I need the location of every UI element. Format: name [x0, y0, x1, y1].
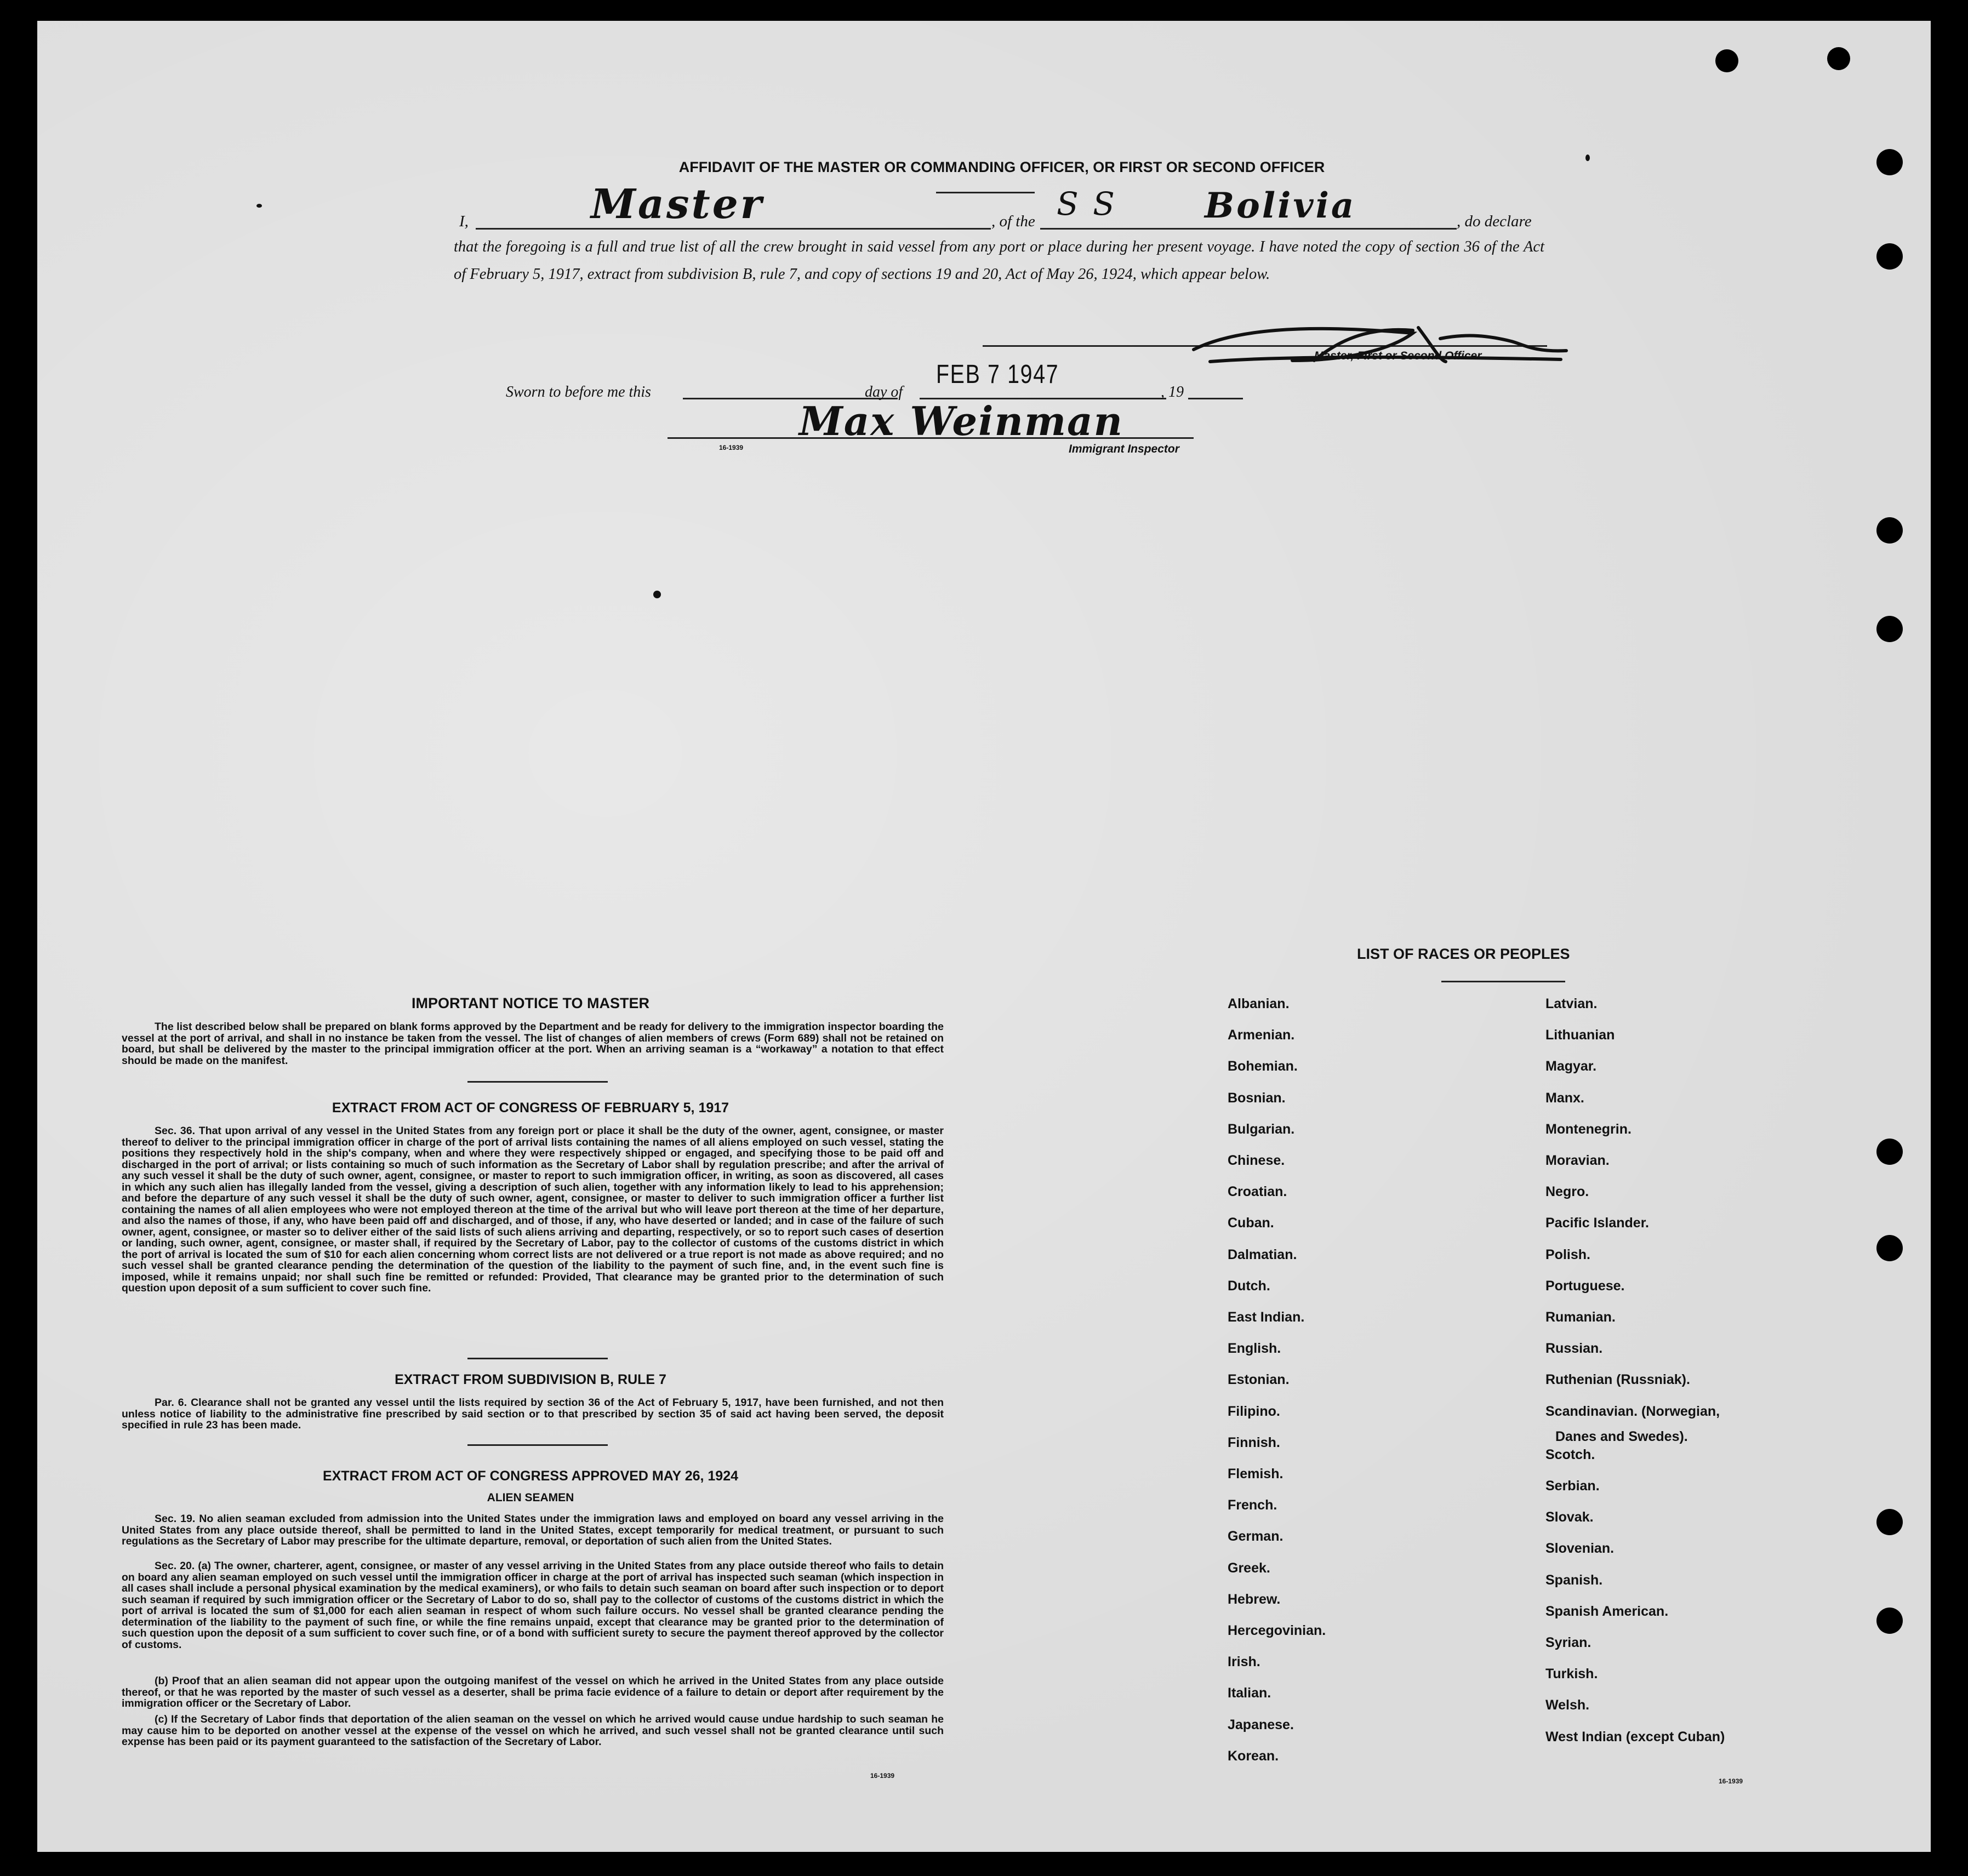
- document-page: [37, 21, 1931, 1852]
- sec20a-text: Sec. 20. (a) The owner, charterer, agent, consignee, or master of any vessel arriving in the United States from any place outside thereof who fails to detain on board any alien seaman employed on such vessel until the immigration officer in charge at the port of arrival has inspected such seaman (which inspection in all cases shall include a personal physical examination by the medical examiners), or who fails to detain such seaman on board after such inspection or to deport such seaman if required by such immigration officer or the Secretary of Labor to do so, shall pay to the collector of customs of the customs district in which the port of arrival is located the sum of $1,000 for each alien seaman in respect of whom such failure occurs. No vessel shall be granted clearance pending the determination of the liability to the payment of such fine, or while the fine remains unpaid, except that clearance may be granted prior to the determination of such question upon the deposit of a sum sufficient to cover such fine, or of a bond with sufficient surety to secure the payment thereof approved by the collector of customs.: [122, 1560, 944, 1651]
- binder-hole: [1876, 616, 1903, 642]
- race-item: Finnish.: [1228, 1435, 1280, 1450]
- race-item: Chinese.: [1228, 1153, 1285, 1168]
- ink-speck: [1585, 155, 1590, 161]
- race-item: Syrian.: [1545, 1635, 1591, 1650]
- sworn-day-label: day of: [865, 384, 903, 401]
- race-item: German.: [1228, 1529, 1284, 1544]
- race-item: Serbian.: [1545, 1478, 1600, 1494]
- race-item: Korean.: [1228, 1748, 1279, 1764]
- line1-suffix: , do declare: [1457, 213, 1532, 230]
- line1-mid: , of the: [991, 213, 1035, 230]
- race-item: Albanian.: [1228, 996, 1290, 1011]
- race-item: East Indian.: [1228, 1309, 1305, 1325]
- race-item-scandinavian-cont: Danes and Swedes).: [1555, 1429, 1688, 1444]
- inspector-signature-line: [668, 437, 1194, 439]
- race-item: Bohemian.: [1228, 1059, 1298, 1074]
- notice-text: The list described below shall be prepared on blank forms approved by the Department and be ready for delivery to the immigration inspector boarding the vessel at the port of arrival, and shall in no instance be taken from the vessel. The list of changes of alien members of crews (Form 689) shall not be retained on board, but shall be delivered by the master to the principal immigration officer at the port. When an arriving seaman is a “workaway” a notation to that effect should be made on the manifest.: [122, 1021, 944, 1067]
- officer-blank-line: [476, 228, 991, 230]
- binder-hole: [1827, 47, 1850, 70]
- extract3-title: EXTRACT FROM ACT OF CONGRESS APPROVED MAY 26, 1924: [322, 1468, 739, 1484]
- binder-hole: [1876, 517, 1903, 544]
- notice-form-number: 16-1939: [870, 1772, 895, 1780]
- extract2-text: Par. 6. Clearance shall not be granted any vessel until the lists required by section 36 of the Act of February 5, 1917, have been furnished, and not then unless notice of liability to the administrative fine prescribed by said section or to that prescribed by section 35 of said act having been served, the deposit specified in rule 23 has been made.: [122, 1397, 944, 1431]
- race-item: Slovenian.: [1545, 1541, 1615, 1556]
- ink-speck: [653, 591, 661, 598]
- race-item: Flemish.: [1228, 1466, 1284, 1482]
- race-item: West Indian (except Cuban): [1545, 1729, 1725, 1745]
- binder-hole: [1876, 149, 1903, 175]
- signature-label: Master, First or Second Officer.: [1314, 350, 1485, 362]
- race-item: Scotch.: [1545, 1447, 1595, 1462]
- filled-vessel: Bolivia: [1205, 185, 1356, 226]
- race-item: Bulgarian.: [1228, 1122, 1295, 1137]
- binder-hole: [1876, 243, 1903, 270]
- sec20b-text: (b) Proof that an alien seaman did not appear upon the outgoing manifest of the vessel on which he arrived in the United States from any place outside thereof, or that he was reported by the master of such vessel as a deserter, shall be prima facie evidence of a failure to detain or deport after requirement by the immigration officer or the Secretary of Labor.: [122, 1675, 944, 1709]
- race-item: Latvian.: [1545, 996, 1598, 1011]
- binder-hole: [1876, 1139, 1903, 1165]
- binder-hole: [1876, 1509, 1903, 1535]
- race-item: Bosnian.: [1228, 1090, 1286, 1106]
- race-item: Pacific Islander.: [1545, 1215, 1649, 1231]
- race-item: Spanish American.: [1545, 1604, 1669, 1619]
- race-item: Ruthenian (Russniak).: [1545, 1372, 1690, 1387]
- notice-title: IMPORTANT NOTICE TO MASTER: [412, 995, 649, 1011]
- races-form-number: 16-1939: [1719, 1777, 1743, 1785]
- race-item: Spanish.: [1545, 1572, 1603, 1588]
- filled-officer: Master: [591, 181, 764, 228]
- filled-vessel-prefix: S S: [1057, 185, 1117, 222]
- race-item: Italian.: [1228, 1685, 1271, 1701]
- race-item: Scandinavian. (Norwegian,: [1545, 1404, 1720, 1419]
- race-item: Rumanian.: [1545, 1309, 1616, 1325]
- extract2-divider: [467, 1444, 608, 1446]
- sec20c-text: (c) If the Secretary of Labor finds that deportation of the alien seaman on the vessel on which he arrived would cause undue hardship to such seaman he may cause him to be deported on another vessel at the expense of the vessel on which he arrived, and such vessel shall not be granted clearance until such expense has been paid or its payment guaranteed to the satisfaction of the Secretary of Labor.: [122, 1713, 944, 1748]
- race-item: Magyar.: [1545, 1059, 1597, 1074]
- race-item: Armenian.: [1228, 1027, 1295, 1043]
- race-item: Irish.: [1228, 1654, 1260, 1669]
- notice-divider: [467, 1081, 608, 1083]
- race-item: Lithuanian: [1545, 1027, 1615, 1043]
- master-signature-text: [1298, 319, 1405, 351]
- race-item: Dutch.: [1228, 1278, 1270, 1294]
- race-item: Dalmatian.: [1228, 1247, 1297, 1262]
- sworn-year-prefix: , 19: [1161, 384, 1184, 401]
- race-item: Portuguese.: [1545, 1278, 1625, 1294]
- race-item: Slovak.: [1545, 1509, 1594, 1525]
- race-item: Hebrew.: [1228, 1592, 1281, 1607]
- ink-speck: [256, 204, 262, 208]
- race-item: Greek.: [1228, 1560, 1270, 1576]
- affidavit-body: that the foregoing is a full and true list of all the crew brought in said vessel from any port or place during her present voyage. I have noted the copy of section 36 of the Act of February 5, 1917, extract from subdivision B, rule 7, and copy of sections 19 and 20, Act of May 26, 1924, which appear below.: [454, 238, 1544, 283]
- binder-hole: [1876, 1608, 1903, 1634]
- extract1-title: EXTRACT FROM ACT OF CONGRESS OF FEBRUARY 5, 1917: [332, 1100, 729, 1116]
- title-underline: [936, 192, 1035, 193]
- sworn-prefix: Sworn to before me this: [506, 384, 651, 401]
- extract3-subtitle: ALIEN SEAMEN: [487, 1491, 574, 1504]
- race-item: Montenegrin.: [1545, 1122, 1632, 1137]
- race-item: Manx.: [1545, 1090, 1584, 1106]
- race-item: Moravian.: [1545, 1153, 1610, 1168]
- binder-hole: [1876, 1235, 1903, 1261]
- inspector-label: Immigrant Inspector: [1069, 443, 1179, 455]
- extract1-divider: [467, 1358, 608, 1359]
- sworn-date-stamp: FEB 7 1947: [936, 360, 1059, 389]
- races-title: LIST OF RACES OR PEOPLES: [1357, 946, 1570, 962]
- race-item: Negro.: [1545, 1184, 1589, 1199]
- race-item: Welsh.: [1545, 1697, 1590, 1713]
- race-item: Japanese.: [1228, 1717, 1294, 1732]
- race-item: English.: [1228, 1341, 1281, 1356]
- race-item: Turkish.: [1545, 1666, 1598, 1681]
- race-item: Croatian.: [1228, 1184, 1287, 1199]
- vessel-blank-line: [1040, 228, 1457, 230]
- race-item: Polish.: [1545, 1247, 1590, 1262]
- binder-hole: [1715, 49, 1738, 72]
- line1-prefix: I,: [459, 213, 469, 230]
- form-number: 16-1939: [719, 444, 744, 451]
- race-item: Filipino.: [1228, 1404, 1280, 1419]
- affidavit-title: AFFIDAVIT OF THE MASTER OR COMMANDING OFFICER, OR FIRST OR SECOND OFFICER: [678, 159, 1325, 175]
- race-item: Estonian.: [1228, 1372, 1290, 1387]
- race-item: Cuban.: [1228, 1215, 1274, 1231]
- extract1-text: Sec. 36. That upon arrival of any vessel in the United States from any foreign port or place it shall be the duty of the owner, agent, consignee, or master thereof to deliver to the principal immigration officer in charge of the port of arrival lists containing the names of all aliens employed on such vessel, stating the positions they respectively hold in the ship's company, when and where they were respectively shipped or engaged, and specifying those to be paid off and discharged in the port of arrival; or lists containing so much of such information as the Secretary of Labor shall by regulation prescribe; and after the arrival of any such vessel it shall be the duty of such owner, agent, consignee, or master to report to such immigration officer, in writing, as soon as discovered, all cases in which any such alien has illegally landed from the vessel, giving a description of such alien, together with any information likely to lead to his apprehension; and before the departure of any such vessel it shall be the duty of such owner, agent, consignee, or master to deliver to such immigration officer a further list containing the names of all alien employees who were not employed thereon at the time of the arrival but who will leave port thereon at the time of her departure, and also the names of those, if any, who have been paid off and discharged, and of those, if any, who have deserted or landed; and in case of the failure of such owner, agent, consignee, or master so to deliver either of the said lists of such aliens arriving and departing, respectively, or so to report such cases of desertion or landing, such owner, agent, consignee, or master shall, if required by the Secretary of Labor, pay to the collector of customs of the customs district in which the port of arrival is located the sum of $10 for each alien concerning whom correct lists are not delivered or a true report is not made as above required; and no such vessel shall be granted clearance pending the determination of the question of the liability to the payment of such fine, and, in the event such fine is imposed, while it remains unpaid; nor shall such fine be remitted or refunded: Provided, That clearance may be granted prior to the determination of such question upon deposit of a sum sufficient to cover such fine.: [122, 1125, 944, 1294]
- extract2-title: EXTRACT FROM SUBDIVISION B, RULE 7: [395, 1372, 666, 1387]
- race-item: French.: [1228, 1497, 1277, 1513]
- race-item: Hercegovinian.: [1228, 1623, 1326, 1638]
- race-item: Russian.: [1545, 1341, 1603, 1356]
- races-title-divider: [1441, 981, 1565, 982]
- sec19-text: Sec. 19. No alien seaman excluded from admission into the United States under the immigration laws and employed on board any vessel arriving in the United States from any place outside thereof, shall be permitted to land in the United States, except temporarily for medical treatment, or pursuant to such regulations as the Secretary of Labor may prescribe for the ultimate departure, removal, or deportation of such alien from the United States.: [122, 1513, 944, 1547]
- inspector-signature: Max Weinman: [799, 398, 1124, 444]
- sworn-year-line: [1188, 398, 1243, 399]
